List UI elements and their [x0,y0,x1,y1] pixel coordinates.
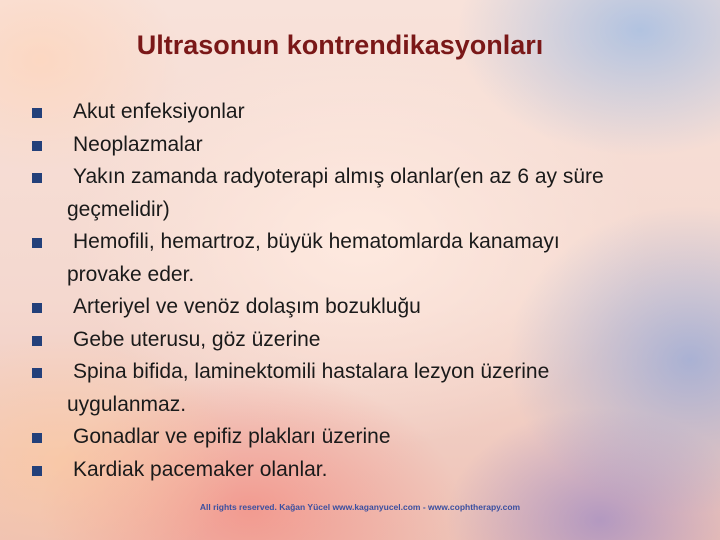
bullet-item [32,226,700,291]
square-bullet-icon [32,303,42,313]
square-bullet-icon [32,238,42,248]
bullet-text: Yakın zamanda radyoterapi almış olanlar(en az 6 ay süre [73,165,604,188]
bullet-item [32,324,700,357]
bullet-item [32,96,700,129]
square-bullet-icon [32,173,42,183]
square-bullet-icon [32,433,42,443]
square-bullet-icon [32,141,42,151]
bullet-text-continuation: provake eder. [67,262,195,286]
bullet-text: Hemofili, hemartroz, büyük hematomlarda kanamayı [73,230,560,253]
bullet-text: Neoplazmalar [73,132,203,156]
bullet-text: Gebe uterusu, göz üzerine [73,327,321,351]
bullet-item [32,356,700,421]
bullet-list [32,96,700,486]
bullet-text: Arteriyel ve venöz dolaşım bozukluğu [73,295,421,318]
bullet-text: Akut enfeksiyonlar [73,100,245,123]
square-bullet-icon [32,108,42,118]
bullet-text: Kardiak pacemaker olanlar. [73,457,328,481]
square-bullet-icon [32,336,42,346]
bullet-item [32,454,700,487]
bullet-text: Gonadlar ve epifiz plakları üzerine [73,425,391,448]
bullet-text: Spina bifida, laminektomili hastalara lezyon üzerine [73,360,550,383]
slide-title: Ultrasonun kontrendikasyonları [136,30,544,60]
bullet-text-continuation: geçmelidir) [67,197,170,221]
copyright-footer: All rights reserved. Kağan Yücel www.kaganyucel.com - www.cophtherapy.com [199,502,521,512]
square-bullet-icon [32,368,42,378]
bullet-item [32,421,700,454]
bullet-text-continuation: uygulanmaz. [67,392,187,416]
bullet-item [32,129,700,162]
bullet-item [32,291,700,324]
bullet-item [32,161,700,226]
square-bullet-icon [32,466,42,476]
